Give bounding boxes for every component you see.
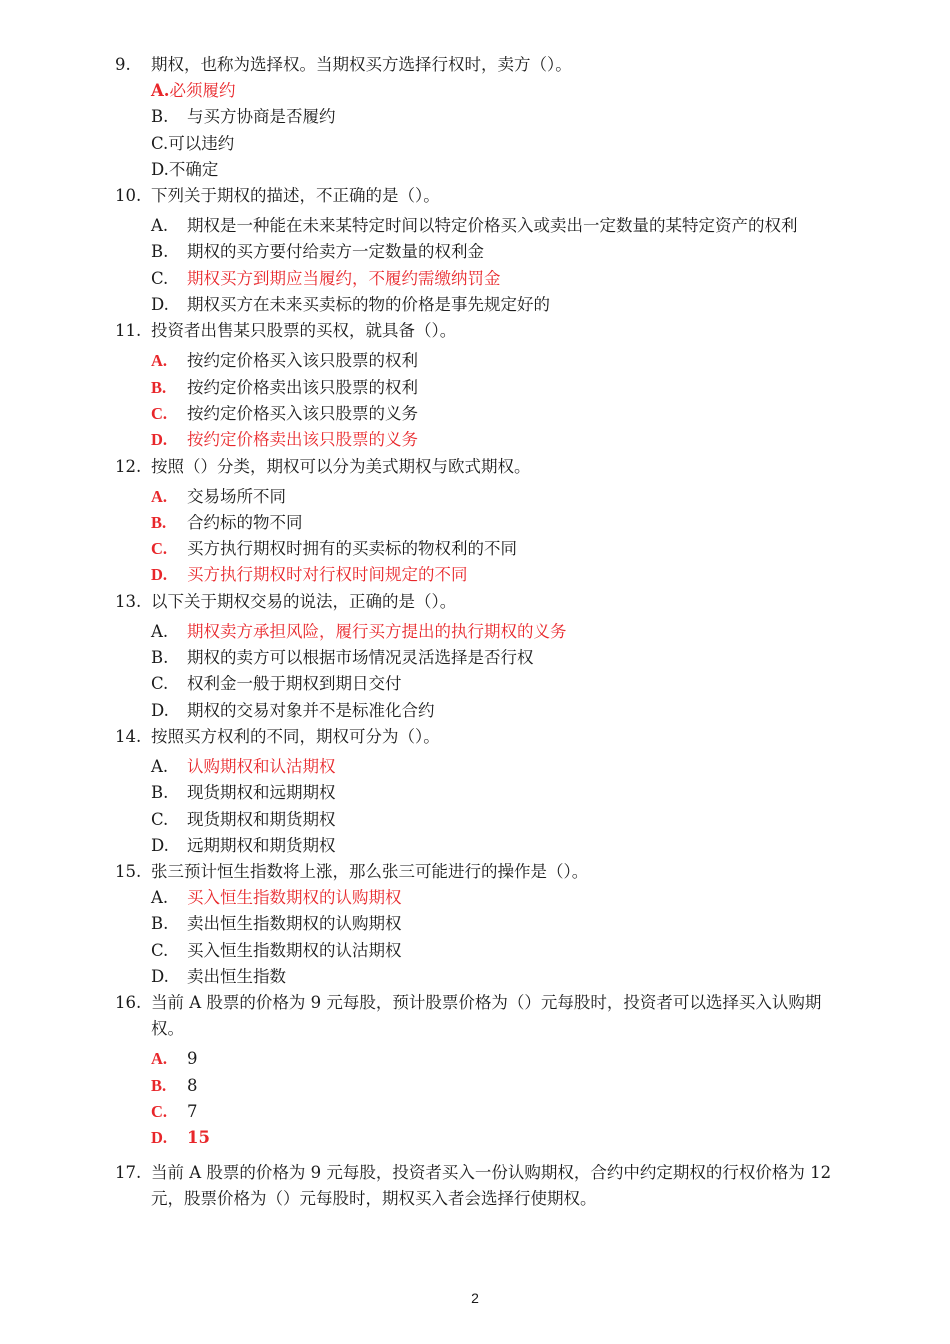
option-b <box>151 510 835 536</box>
option-label: B. <box>151 1075 167 1095</box>
option-a <box>151 213 835 239</box>
option-a <box>151 78 835 104</box>
question-text: 张三预计恒生指数将上涨，那么张三可能进行的操作是（）。 <box>151 862 589 882</box>
option-label: C. <box>151 539 168 559</box>
option-text: 期权的买方要付给卖方一定数量的权利金 <box>187 242 484 262</box>
option-text: 按约定价格卖出该只股票的权利 <box>187 377 418 397</box>
option-c <box>151 131 835 157</box>
option-text: 卖出恒生指数 <box>187 967 286 987</box>
option-label: C. <box>151 809 169 829</box>
question-9 <box>115 52 835 78</box>
option-label: B. <box>151 107 169 127</box>
option-text: 现货期权和期货期权 <box>187 809 336 829</box>
option-a <box>151 885 835 911</box>
question-number: 17. <box>115 1162 142 1182</box>
question-number: 15. <box>115 862 142 882</box>
option-label: C. <box>151 674 169 694</box>
option-label: A. <box>151 888 169 908</box>
option-d <box>151 427 835 453</box>
question-14 <box>115 724 835 750</box>
option-b <box>151 239 835 265</box>
options-13 <box>151 619 835 724</box>
option-label: D. <box>151 565 168 585</box>
question-10 <box>115 183 835 209</box>
page-number: 2 <box>471 1290 479 1306</box>
option-text: 9 <box>187 1049 198 1069</box>
question-number: 10. <box>115 186 142 206</box>
question-text: 以下关于期权交易的说法，正确的是（）。 <box>151 591 457 611</box>
option-label: D. <box>151 430 168 450</box>
question-number: 14. <box>115 726 142 746</box>
option-text: 不确定 <box>168 159 219 179</box>
option-text: 买入恒生指数期权的认沽期权 <box>187 940 402 960</box>
option-label: B. <box>151 242 169 262</box>
option-label: B. <box>151 648 169 668</box>
option-text: 15 <box>187 1128 210 1148</box>
option-d <box>151 1125 835 1151</box>
question-text: 投资者出售某只股票的买权，就具备（）。 <box>151 321 457 341</box>
option-b <box>151 780 835 806</box>
options-15 <box>151 885 835 990</box>
option-a <box>151 484 835 510</box>
question-number: 16. <box>115 993 142 1013</box>
option-text: 期权的交易对象并不是标准化合约 <box>187 700 435 720</box>
option-text: 期权买方在未来买卖标的物的价格是事先规定好的 <box>187 295 550 315</box>
option-label: B. <box>151 377 167 397</box>
option-text: 按约定价格买入该只股票的权利 <box>187 351 418 371</box>
option-label: D. <box>151 1128 168 1148</box>
option-label: C. <box>151 1101 168 1121</box>
option-text: 买方执行期权时拥有的买卖标的物权利的不同 <box>187 539 517 559</box>
option-text: 8 <box>187 1075 198 1095</box>
option-label: D. <box>151 295 169 315</box>
question-number: 12. <box>115 456 142 476</box>
option-c <box>151 1099 835 1125</box>
question-text: 期权，也称为选择权。当期权买方选择行权时，卖方（）。 <box>151 55 572 74</box>
option-label: D. <box>151 159 169 179</box>
option-text: 合约标的物不同 <box>187 512 303 532</box>
question-number: 9. <box>115 55 131 74</box>
option-text: 期权买方到期应当履约，不履约需缴纳罚金 <box>187 268 501 288</box>
options-16 <box>151 1046 835 1151</box>
option-text: 现货期权和远期期权 <box>187 783 336 803</box>
options-11 <box>151 348 835 453</box>
option-text: 按约定价格卖出该只股票的义务 <box>187 430 418 450</box>
option-label: A. <box>151 216 169 236</box>
option-label: A. <box>151 756 169 776</box>
question-number: 13. <box>115 591 142 611</box>
option-d <box>151 698 835 724</box>
option-d <box>151 562 835 588</box>
question-12 <box>115 454 835 480</box>
option-b <box>151 1073 835 1099</box>
option-label: B. <box>151 783 169 803</box>
question-11 <box>115 318 835 344</box>
option-text: 必须履约 <box>169 81 236 100</box>
option-c <box>151 266 835 292</box>
option-c <box>151 938 835 964</box>
option-label: C. <box>151 940 169 960</box>
option-b <box>151 645 835 671</box>
option-label: C. <box>151 403 168 423</box>
question-text: 按照（）分类，期权可以分为美式期权与欧式期权。 <box>151 456 531 476</box>
option-b <box>151 104 835 130</box>
option-text: 按约定价格买入该只股票的义务 <box>187 403 418 423</box>
option-label: C. <box>151 133 169 153</box>
option-label: A. <box>151 621 169 641</box>
option-b <box>151 911 835 937</box>
question-13 <box>115 589 835 615</box>
option-text: 与买方协商是否履约 <box>187 107 336 127</box>
option-d <box>151 964 835 990</box>
option-label: A. <box>151 486 168 506</box>
option-d <box>151 292 835 318</box>
question-15 <box>115 859 835 885</box>
option-text: 可以违约 <box>168 133 235 153</box>
question-number: 11. <box>115 321 142 341</box>
option-text: 认购期权和认沽期权 <box>187 756 336 776</box>
question-list <box>115 52 835 1212</box>
option-text: 买入恒生指数期权的认购期权 <box>187 888 402 908</box>
option-text: 卖出恒生指数期权的认购期权 <box>187 914 402 934</box>
option-c <box>151 536 835 562</box>
option-label: A. <box>151 351 168 371</box>
option-a <box>151 619 835 645</box>
option-b <box>151 375 835 401</box>
option-label: D. <box>151 700 169 720</box>
option-text: 买方执行期权时对行权时间规定的不同 <box>187 565 468 585</box>
option-text: 期权的卖方可以根据市场情况灵活选择是否行权 <box>187 648 534 668</box>
option-label: C. <box>151 268 169 288</box>
option-a <box>151 754 835 780</box>
question-text: 当前 A 股票的价格为 9 元每股，预计股票价格为（）元每股时，投资者可以选择买入认购期权。 <box>151 993 822 1039</box>
option-label: A. <box>151 81 170 100</box>
question-text: 当前 A 股票的价格为 9 元每股，投资者买入一份认购期权，合约中约定期权的行权价格为 12 元，股票价格为（）元每股时，期权买入者会选择行使期权。 <box>151 1162 832 1208</box>
option-text: 7 <box>187 1101 198 1121</box>
option-c <box>151 807 835 833</box>
question-17 <box>115 1160 835 1212</box>
option-d <box>151 157 835 183</box>
option-text: 期权是一种能在未来某特定时间以特定价格买入或卖出一定数量的某特定资产的权利 <box>187 216 798 236</box>
options-9 <box>151 78 835 183</box>
option-label: D. <box>151 835 169 855</box>
option-c <box>151 401 835 427</box>
option-text: 权利金一般于期权到期日交付 <box>187 674 402 694</box>
question-16 <box>115 990 835 1042</box>
option-label: A. <box>151 1049 168 1069</box>
options-14 <box>151 754 835 859</box>
question-text: 下列关于期权的描述，不正确的是（）。 <box>151 186 440 206</box>
option-c <box>151 671 835 697</box>
option-text: 期权卖方承担风险，履行买方提出的执行期权的义务 <box>187 621 567 641</box>
options-12 <box>151 484 835 589</box>
option-label: B. <box>151 914 169 934</box>
question-text: 按照买方权利的不同，期权可分为（）。 <box>151 726 440 746</box>
option-d <box>151 833 835 859</box>
options-10 <box>151 213 835 318</box>
option-label: D. <box>151 967 169 987</box>
option-label: B. <box>151 512 167 532</box>
option-a <box>151 1046 835 1072</box>
option-text: 远期期权和期货期权 <box>187 835 336 855</box>
option-text: 交易场所不同 <box>187 486 286 506</box>
option-a <box>151 348 835 374</box>
